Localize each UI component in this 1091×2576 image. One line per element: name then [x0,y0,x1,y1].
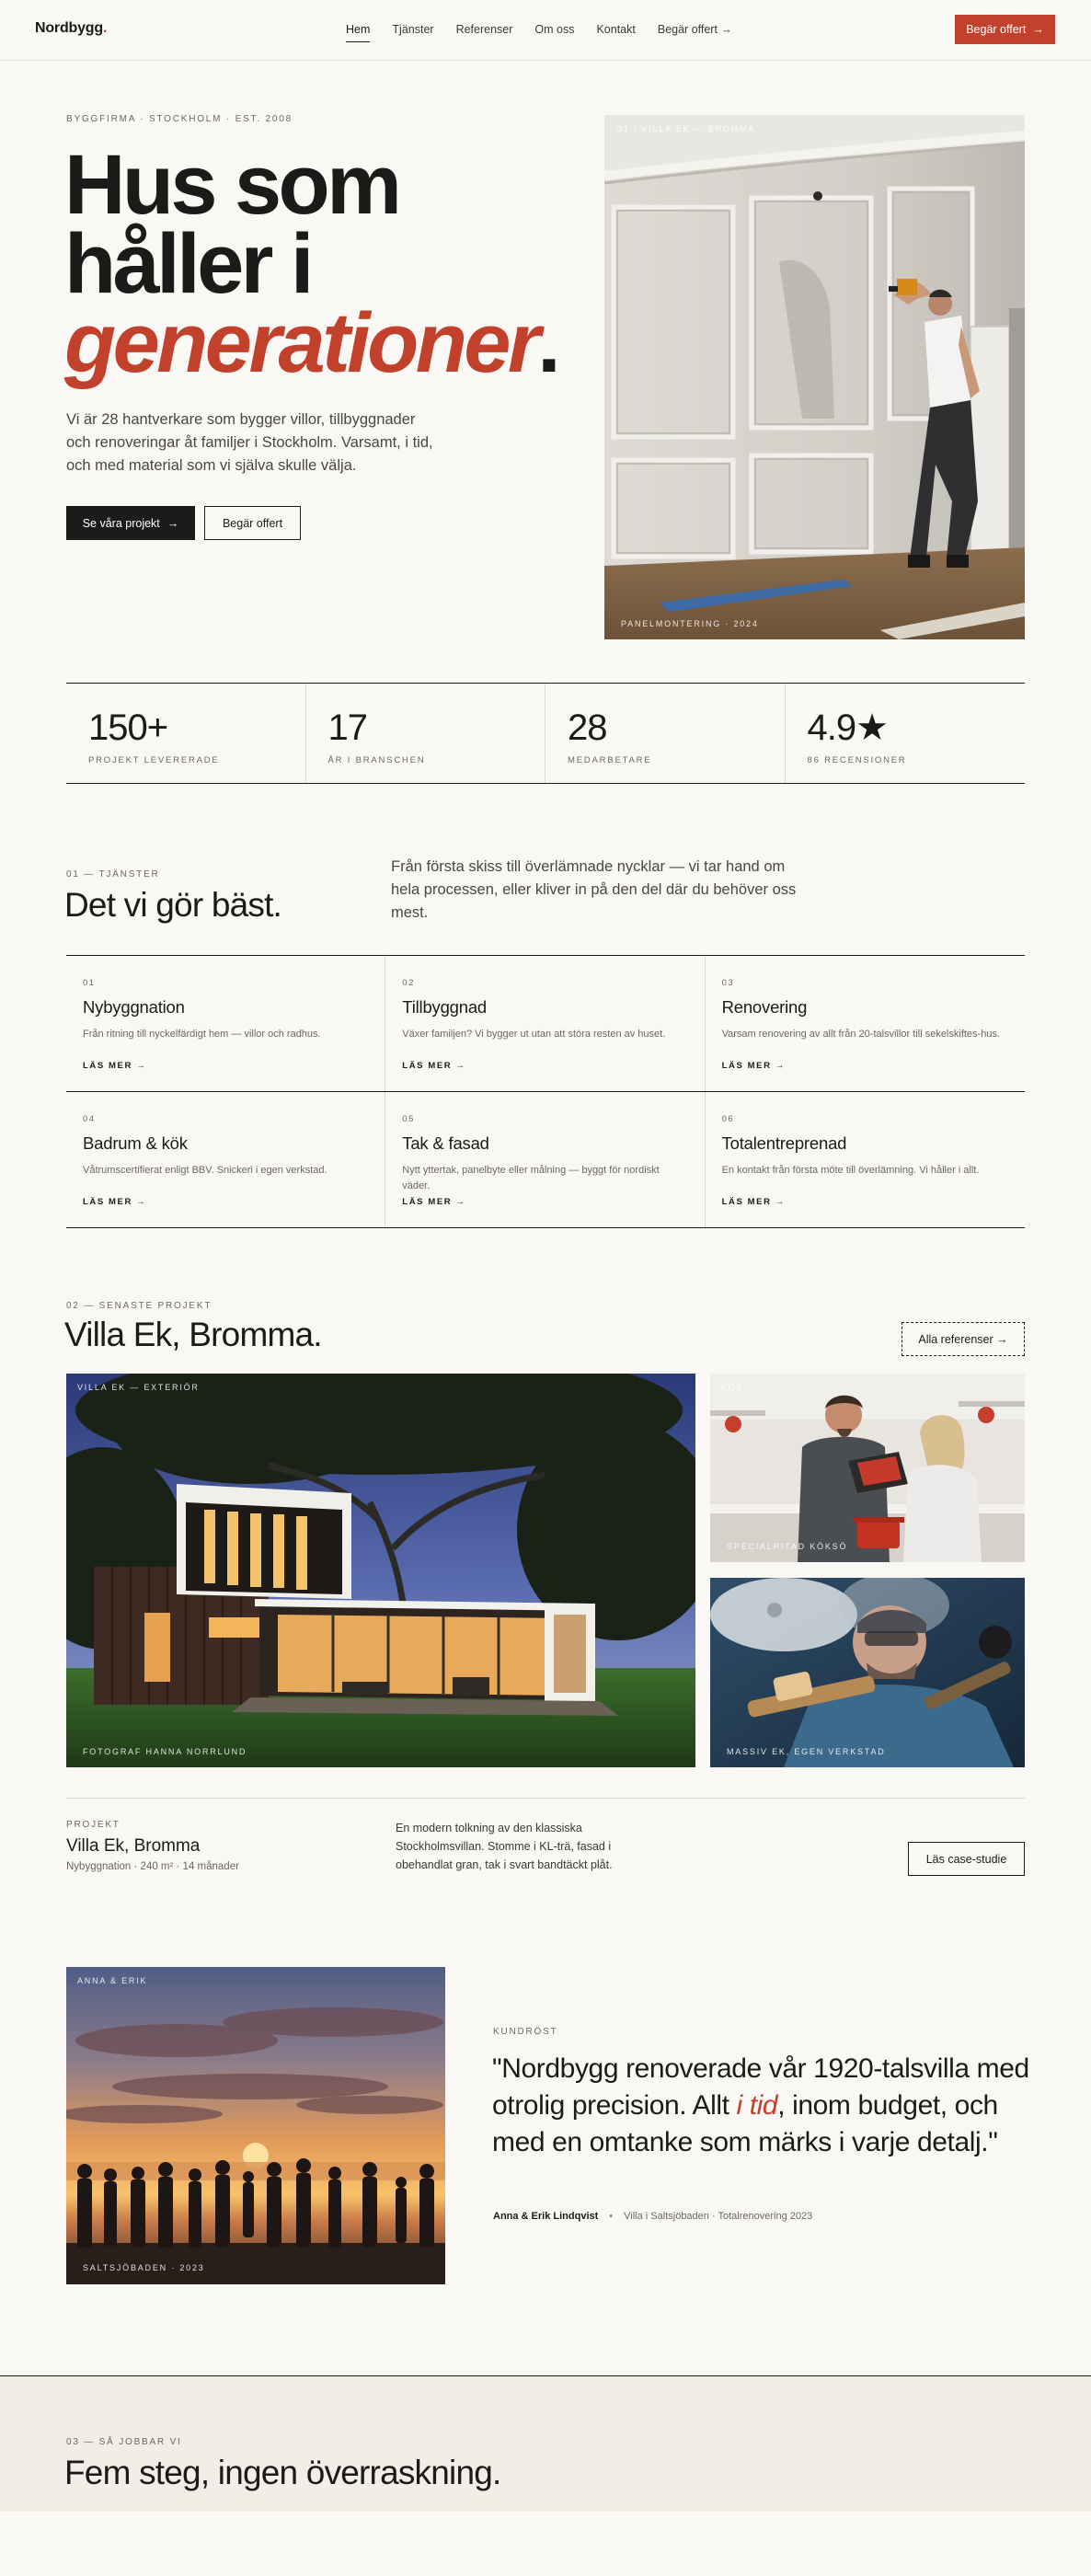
nav-cta-label: Begär offert [966,23,1027,36]
arrow-right-icon: → [1032,23,1044,36]
project-description: En modern tolkning av den klassiska Stockholmsvillan. Stomme i KL-trä, fasad i obehandlat gran, tak i svart bandtäckt plåt. [396,1822,613,1871]
project-workshop-photo[interactable] [710,1578,1025,1767]
projects-eyebrow: 02 — SENASTE PROJEKT [66,1301,212,1311]
services-intro: Från första skiss till överlämnade nycklar — vi tar hand om hela processen, eller kliver in på den del där du behöver oss mest. [391,858,797,921]
process-title: Fem steg, ingen överraskning. [64,2454,501,2491]
service-name: Badrum & kök [83,1133,188,1153]
quote-part-2: , inom budget, och med en omtanke som märks i varje detalj." [492,2090,998,2157]
bullet-separator: • [609,2211,614,2222]
testimonial-photo [66,1967,445,2284]
services-grid [66,955,1025,1228]
family-sunset-beach-image [66,1967,445,2284]
projects-title: Villa Ek, Bromma. [64,1316,322,1353]
nav-item-begar-offert[interactable]: Begär offert → [657,23,732,36]
read-more-link[interactable]: LÄS MER → [721,1197,786,1207]
author-meta: Villa i Saltsjöbaden · Totalrenovering 2023 [624,2211,813,2222]
service-description: Växer familjen? Vi bygger ut utan att störa resten av huset. [402,1029,666,1040]
services-title: Det vi gör bäst. [64,886,282,924]
read-more-link[interactable]: LÄS MER → [83,1061,147,1071]
couple-in-kitchen-image [710,1374,1025,1562]
project-kitchen-photo[interactable] [710,1374,1025,1562]
hero-title-period: . [537,296,558,390]
testimonial-photo-caption: SALTSJÖBADEN · 2023 [83,2263,205,2272]
hero-photo-carpenter [604,115,1025,639]
nav-item-hem[interactable]: Hem [346,23,370,42]
service-name: Tillbyggnad [402,997,488,1017]
service-card-badrum-kok[interactable] [66,1092,385,1227]
read-more-link[interactable]: LÄS MER → [402,1061,466,1071]
view-projects-label: Se våra projekt [82,516,160,530]
modern-villa-exterior-image [66,1374,695,1767]
service-card-tillbyggnad[interactable] [385,956,705,1091]
stat-value: 4.9★ [807,707,888,748]
hero-photo-caption: PANELMONTERING · 2024 [621,619,759,628]
logo[interactable] [35,20,107,37]
read-more-link[interactable]: LÄS MER → [402,1197,466,1207]
carpenter-installing-panels-image [604,115,1025,639]
service-number: 06 [721,1114,735,1124]
hero-title-accent: generationer [64,296,538,390]
project-main-photo[interactable] [66,1374,695,1767]
logo-text: Nordbygg [35,20,103,36]
nav-item-kontakt[interactable]: Kontakt [596,23,636,36]
stat-label: 86 RECENSIONER [807,755,907,765]
stat-projects [66,684,306,783]
nav-item-om-oss[interactable]: Om oss [534,23,575,36]
all-references-button[interactable]: Alla referenser → [902,1322,1025,1356]
project-main-caption: FOTOGRAF HANNA NORRLUND [83,1747,247,1756]
quote-accent: i tid [736,2090,778,2121]
services-eyebrow: 01 — TJÄNSTER [66,869,160,880]
project-workshop-caption: MASSIV EK, EGEN VERKSTAD [727,1747,886,1756]
service-card-renovering[interactable] [706,956,1025,1091]
stat-years [306,684,546,783]
services-row [66,956,1025,1092]
service-name: Totalentreprenad [721,1133,847,1153]
service-name: Tak & fasad [402,1133,489,1153]
hero-photo-tag-top: 01 / VILLA EK — BROMMA [617,124,756,133]
hero-eyebrow: BYGGFIRMA · STOCKHOLM · EST. 2008 [66,114,293,124]
service-card-nybyggnation[interactable] [66,956,385,1091]
service-description: Varsam renovering av allt från 20-talsvillor till sekelskiftes-hus. [721,1029,1001,1040]
craftsman-workshop-image [710,1578,1025,1767]
service-name: Nybyggnation [83,997,185,1017]
stats-bar [66,683,1025,784]
arrow-right-icon: → [167,516,179,530]
nav-cta-button[interactable] [955,15,1055,44]
nav-item-referenser[interactable]: Referenser [455,23,513,36]
view-projects-button[interactable] [66,506,195,540]
project-name: Villa Ek, Bromma [66,1836,201,1856]
read-case-study-button[interactable]: Läs case-studie [908,1842,1025,1876]
process-eyebrow: 03 — SÅ JOBBAR VI [66,2437,182,2447]
testimonial-author [493,2211,812,2222]
request-quote-button[interactable]: Begär offert [204,506,301,540]
stat-value: 150+ [88,707,168,748]
services-row [66,1092,1025,1228]
nav-item-tjanster[interactable]: Tjänster [392,23,434,36]
section-divider [66,1798,1025,1799]
service-number: 05 [402,1114,415,1124]
quote-part-1: "Nordbygg renoverade vår 1920-talsvilla med otrolig precision. Allt [492,2053,1029,2121]
stat-label: MEDARBETARE [568,755,652,765]
service-number: 04 [83,1114,96,1124]
read-more-link[interactable]: LÄS MER → [721,1061,786,1071]
service-card-tak-fasad[interactable] [385,1092,705,1227]
project-meta: Nybyggnation · 240 m² · 14 månader [66,1861,239,1872]
stat-value: 17 [327,707,367,748]
logo-dot: . [102,20,108,36]
service-name: Renovering [721,997,808,1017]
hero-title [64,138,580,390]
hero-description: Vi är 28 hantverkare som bygger villor, tillbyggnader och renoveringar åt familjer i Stockholm. Varsamt, i tid, och med material som vi själva skulle välja. [66,411,433,474]
main-menu [346,23,732,42]
stat-employees [546,684,786,783]
service-number: 03 [721,978,735,988]
hero-title-line-2: håller i [64,217,311,311]
hero-title-line-1: Hus som [64,138,399,232]
stat-label: PROJEKT LEVERERADE [88,755,220,765]
project-label: PROJEKT [66,1820,121,1830]
service-description: Våtrumscertifierat enligt BBV. Snickeri i egen verkstad. [83,1165,327,1176]
testimonial-photo-tag: ANNA & ERIK [77,1976,148,1985]
project-kitchen-caption: SPECIALRITAD KÖKSÖ [727,1542,848,1551]
project-kitchen-tag: KÖK [721,1383,744,1392]
top-navigation [0,0,1091,61]
service-number: 02 [402,978,415,988]
service-description: Från ritning till nyckelfärdigt hem — villor och radhus. [83,1029,321,1040]
read-more-link[interactable]: LÄS MER → [83,1197,147,1207]
testimonial-quote [492,2051,1030,2161]
testimonial-label: KUNDRÖST [493,2027,558,2037]
service-card-totalentreprenad[interactable] [706,1092,1025,1227]
stat-rating [786,684,1026,783]
stat-label: ÅR I BRANSCHEN [327,755,426,765]
process-section [0,2375,1091,2512]
service-description: En kontakt från första möte till överlämning. Vi håller i allt. [721,1165,980,1176]
service-description: Nytt yttertak, panelbyte eller målning — byggt för nordiskt väder. [402,1165,660,1191]
author-name: Anna & Erik Lindqvist [493,2211,599,2222]
stat-value: 28 [568,707,607,748]
service-number: 01 [83,978,96,988]
project-main-tag: VILLA EK — EXTERIÖR [77,1383,200,1392]
